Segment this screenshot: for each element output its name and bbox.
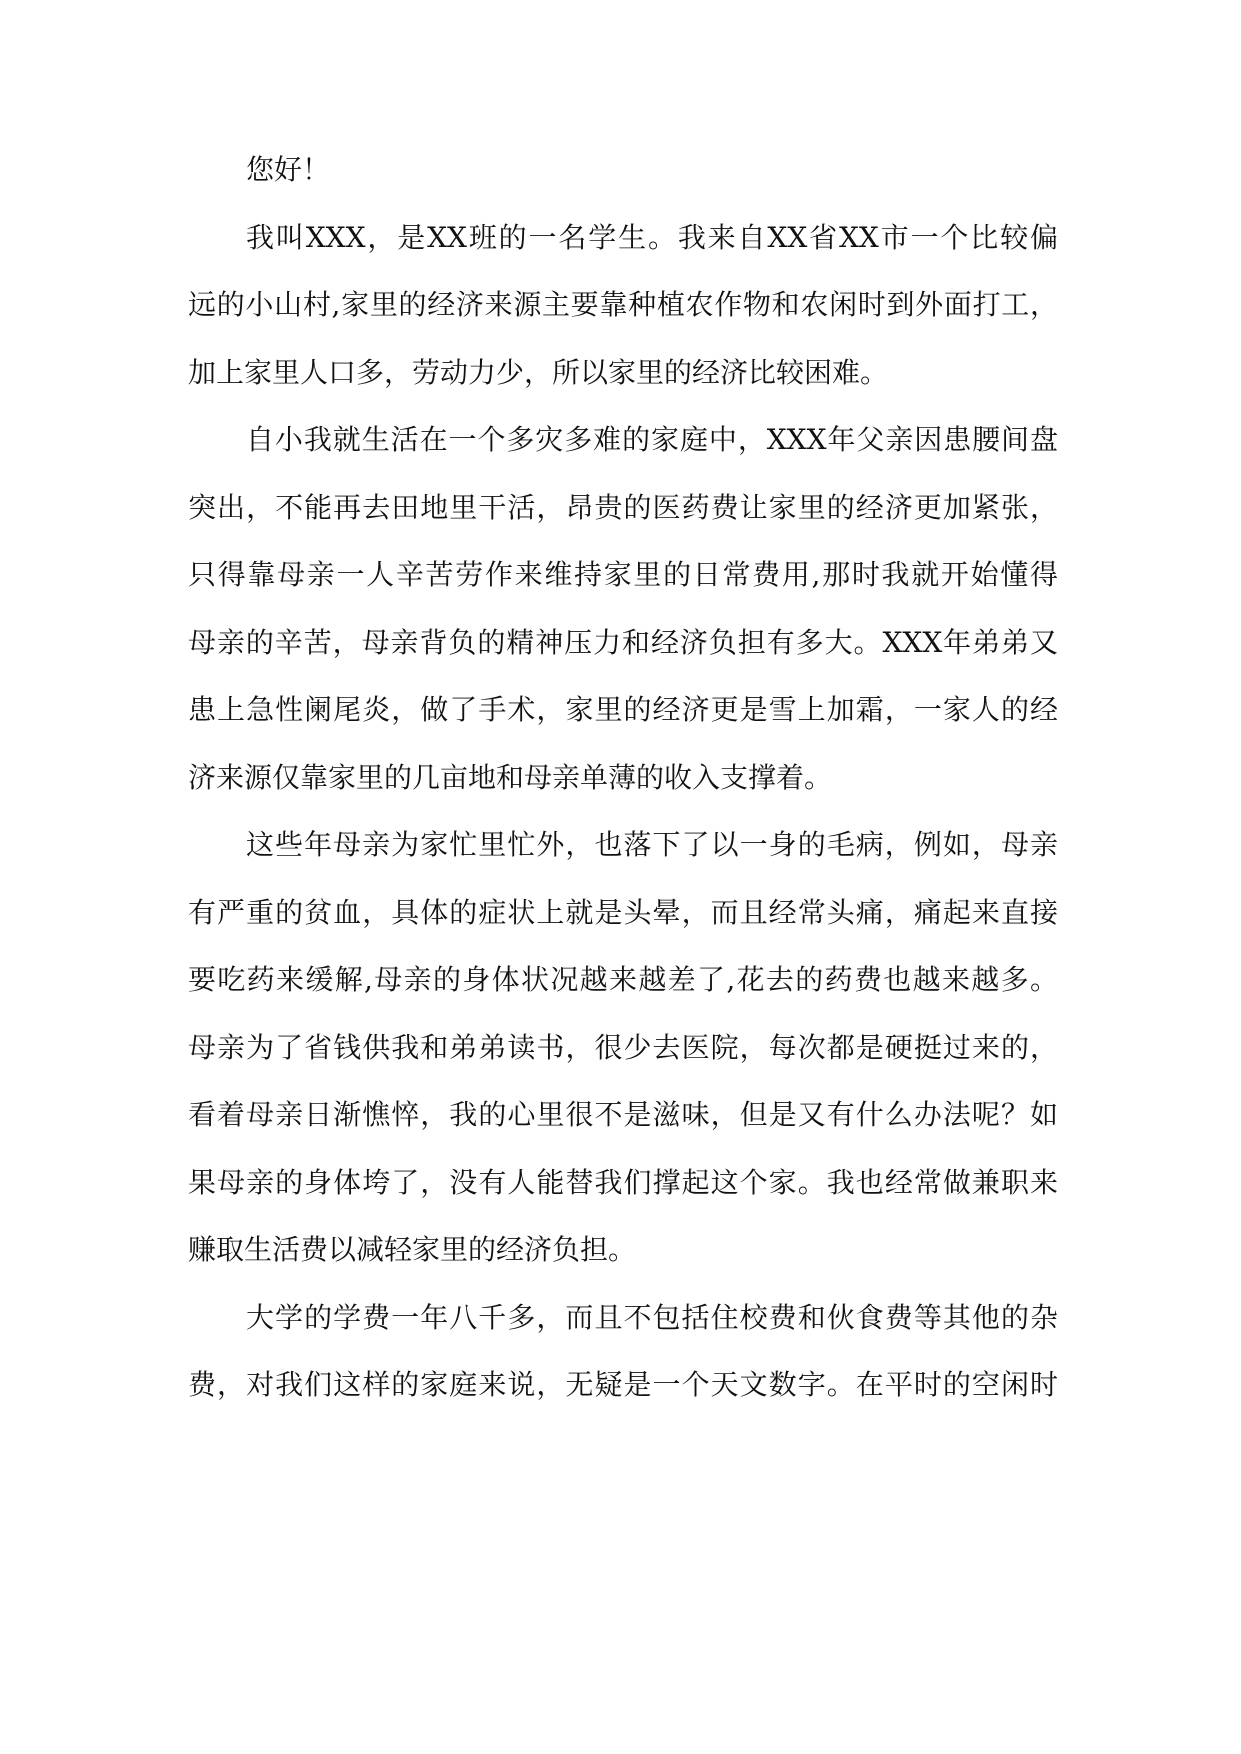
greeting-line: 您好！ (246, 153, 331, 186)
paragraph-line: 母亲为了省钱供我和弟弟读书，很少去医院，每次都是硬挺过来的， (188, 1030, 1058, 1064)
paragraph-line: 患上急性阑尾炎，做了手术，家里的经济更是雪上加霜，一家人的经 (188, 693, 1058, 726)
paragraph-line: 济来源仅靠家里的几亩地和母亲单薄的收入支撑着。 (188, 760, 833, 794)
paragraph-line: 我叫XXX，是XX班的一名学生。我来自XX省XX市一个比较偏 (246, 220, 1058, 254)
paragraph-line: 有严重的贫血，具体的症状上就是头晕，而且经常头痛，痛起来直接 (188, 895, 1058, 929)
paragraph-line: 这些年母亲为家忙里忙外，也落下了以一身的毛病，例如，母亲 (246, 828, 1058, 861)
letter-body (188, 136, 1058, 1419)
paragraph-line: 要吃药来缓解,母亲的身体状况越来越差了,花去的药费也越来越多。 (188, 963, 1058, 996)
paragraph-line: 母亲的辛苦，母亲背负的精神压力和经济负担有多大。XXX年弟弟又 (188, 625, 1058, 659)
paragraph-line: 只得靠母亲一人辛苦劳作来维持家里的日常费用,那时我就开始懂得 (188, 558, 1058, 591)
paragraph-line: 自小我就生活在一个多灾多难的家庭中，XXX年父亲因患腰间盘 (246, 423, 1058, 456)
paragraph-line: 果母亲的身体垮了，没有人能替我们撑起这个家。我也经常做兼职来 (188, 1165, 1058, 1199)
paragraph-line: 大学的学费一年八千多，而且不包括住校费和伙食费等其他的杂 (246, 1300, 1058, 1334)
paragraph-line: 突出，不能再去田地里干活，昂贵的医药费让家里的经济更加紧张， (188, 490, 1058, 524)
paragraph-line: 看着母亲日渐憔悴，我的心里很不是滋味，但是又有什么办法呢？如 (188, 1098, 1058, 1131)
paragraph-line: 加上家里人口多，劳动力少，所以家里的经济比较困难。 (188, 355, 889, 389)
paragraph-line: 费，对我们这样的家庭来说，无疑是一个天文数字。在平时的空闲时 (188, 1368, 1058, 1401)
paragraph-line: 远的小山村,家里的经济来源主要靠种植农作物和农闲时到外面打工， (188, 288, 1058, 321)
paragraph-line: 赚取生活费以减轻家里的经济负担。 (188, 1233, 637, 1266)
